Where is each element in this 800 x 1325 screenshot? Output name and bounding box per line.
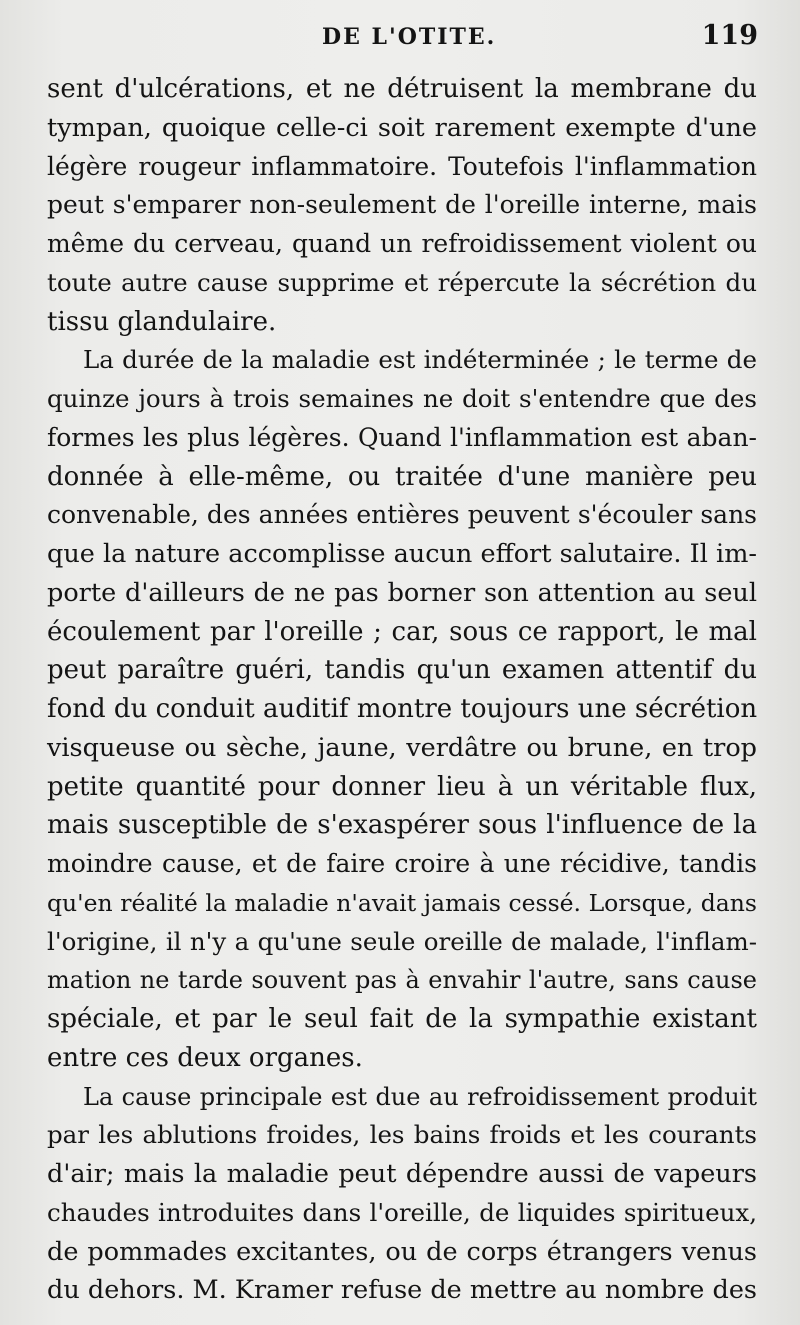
text-line: donnée à elle-même, ou traitée d'une manière peu: [47, 461, 757, 492]
text-line: de pommades excitantes, ou de corps étrangers venus: [47, 1236, 757, 1267]
text-line: toute autre cause supprime et répercute la sécrétion du: [47, 267, 757, 297]
text-line: peut s'emparer non-seulement de l'oreille interne, mais: [47, 190, 757, 220]
paragraph-first-line: La durée de la maladie est indéterminée ; le terme de: [83, 345, 757, 375]
text-line: peut paraître guéri, tandis qu'un examen attentif du: [47, 655, 757, 686]
text-line: d'air; mais la maladie peut dépendre aussi de vapeurs: [47, 1159, 757, 1189]
text-line: convenable, des années entières peuvent s'écouler sans: [47, 500, 757, 530]
text-line: tissu glandulaire.: [47, 306, 277, 337]
text-line: entre ces deux organes.: [47, 1042, 363, 1073]
text-line: légère rougeur inflammatoire. Toutefois l'inflammation: [47, 151, 757, 181]
page-number: 119: [701, 20, 758, 51]
running-header: [0, 18, 800, 58]
text-line: sent d'ulcérations, et ne détruisent la membrane du: [47, 74, 757, 104]
text-line: mais susceptible de s'exaspérer sous l'influence de la: [47, 810, 757, 841]
text-line: l'origine, il n'y a qu'une seule oreille de malade, l'inflam-: [47, 926, 757, 956]
running-title: DE L'OTITE.: [322, 24, 497, 50]
text-line: que la nature accomplisse aucun effort salutaire. Il im-: [47, 539, 757, 569]
text-line: mation ne tarde souvent pas à envahir l'autre, sans cause: [47, 966, 757, 995]
body-text: [47, 70, 757, 1310]
text-line: tympan, quoique celle-ci soit rarement exempte d'une: [47, 112, 757, 143]
text-line: écoulement par l'oreille ; car, sous ce rapport, le mal: [47, 616, 757, 647]
text-line: chaudes introduites dans l'oreille, de liquides spiritueux,: [47, 1197, 757, 1227]
paragraph-first-line: La cause principale est due au refroidissement produit: [83, 1082, 757, 1111]
text-line: moindre cause, et de faire croire à une récidive, tandis: [47, 849, 757, 878]
text-line: petite quantité pour donner lieu à un véritable flux,: [47, 771, 757, 802]
text-line: par les ablutions froides, les bains froids et les courants: [47, 1120, 757, 1150]
text-line: porte d'ailleurs de ne pas borner son attention au seul: [47, 577, 757, 608]
text-line: visqueuse ou sèche, jaune, verdâtre ou brune, en trop: [47, 732, 757, 763]
text-line: spéciale, et par le seul fait de la sympathie existant: [47, 1004, 757, 1034]
text-line: formes les plus légères. Quand l'inflammation est aban-: [47, 422, 757, 452]
text-line: fond du conduit auditif montre toujours une sécrétion: [47, 694, 758, 724]
text-line: du dehors. M. Kramer refuse de mettre au nombre des: [47, 1275, 757, 1306]
text-line: même du cerveau, quand un refroidissement violent ou: [47, 229, 757, 258]
text-line: quinze jours à trois semaines ne doit s'entendre que des: [47, 384, 757, 413]
text-line: qu'en réalité la maladie n'avait jamais cessé. Lorsque, dans: [47, 888, 757, 917]
